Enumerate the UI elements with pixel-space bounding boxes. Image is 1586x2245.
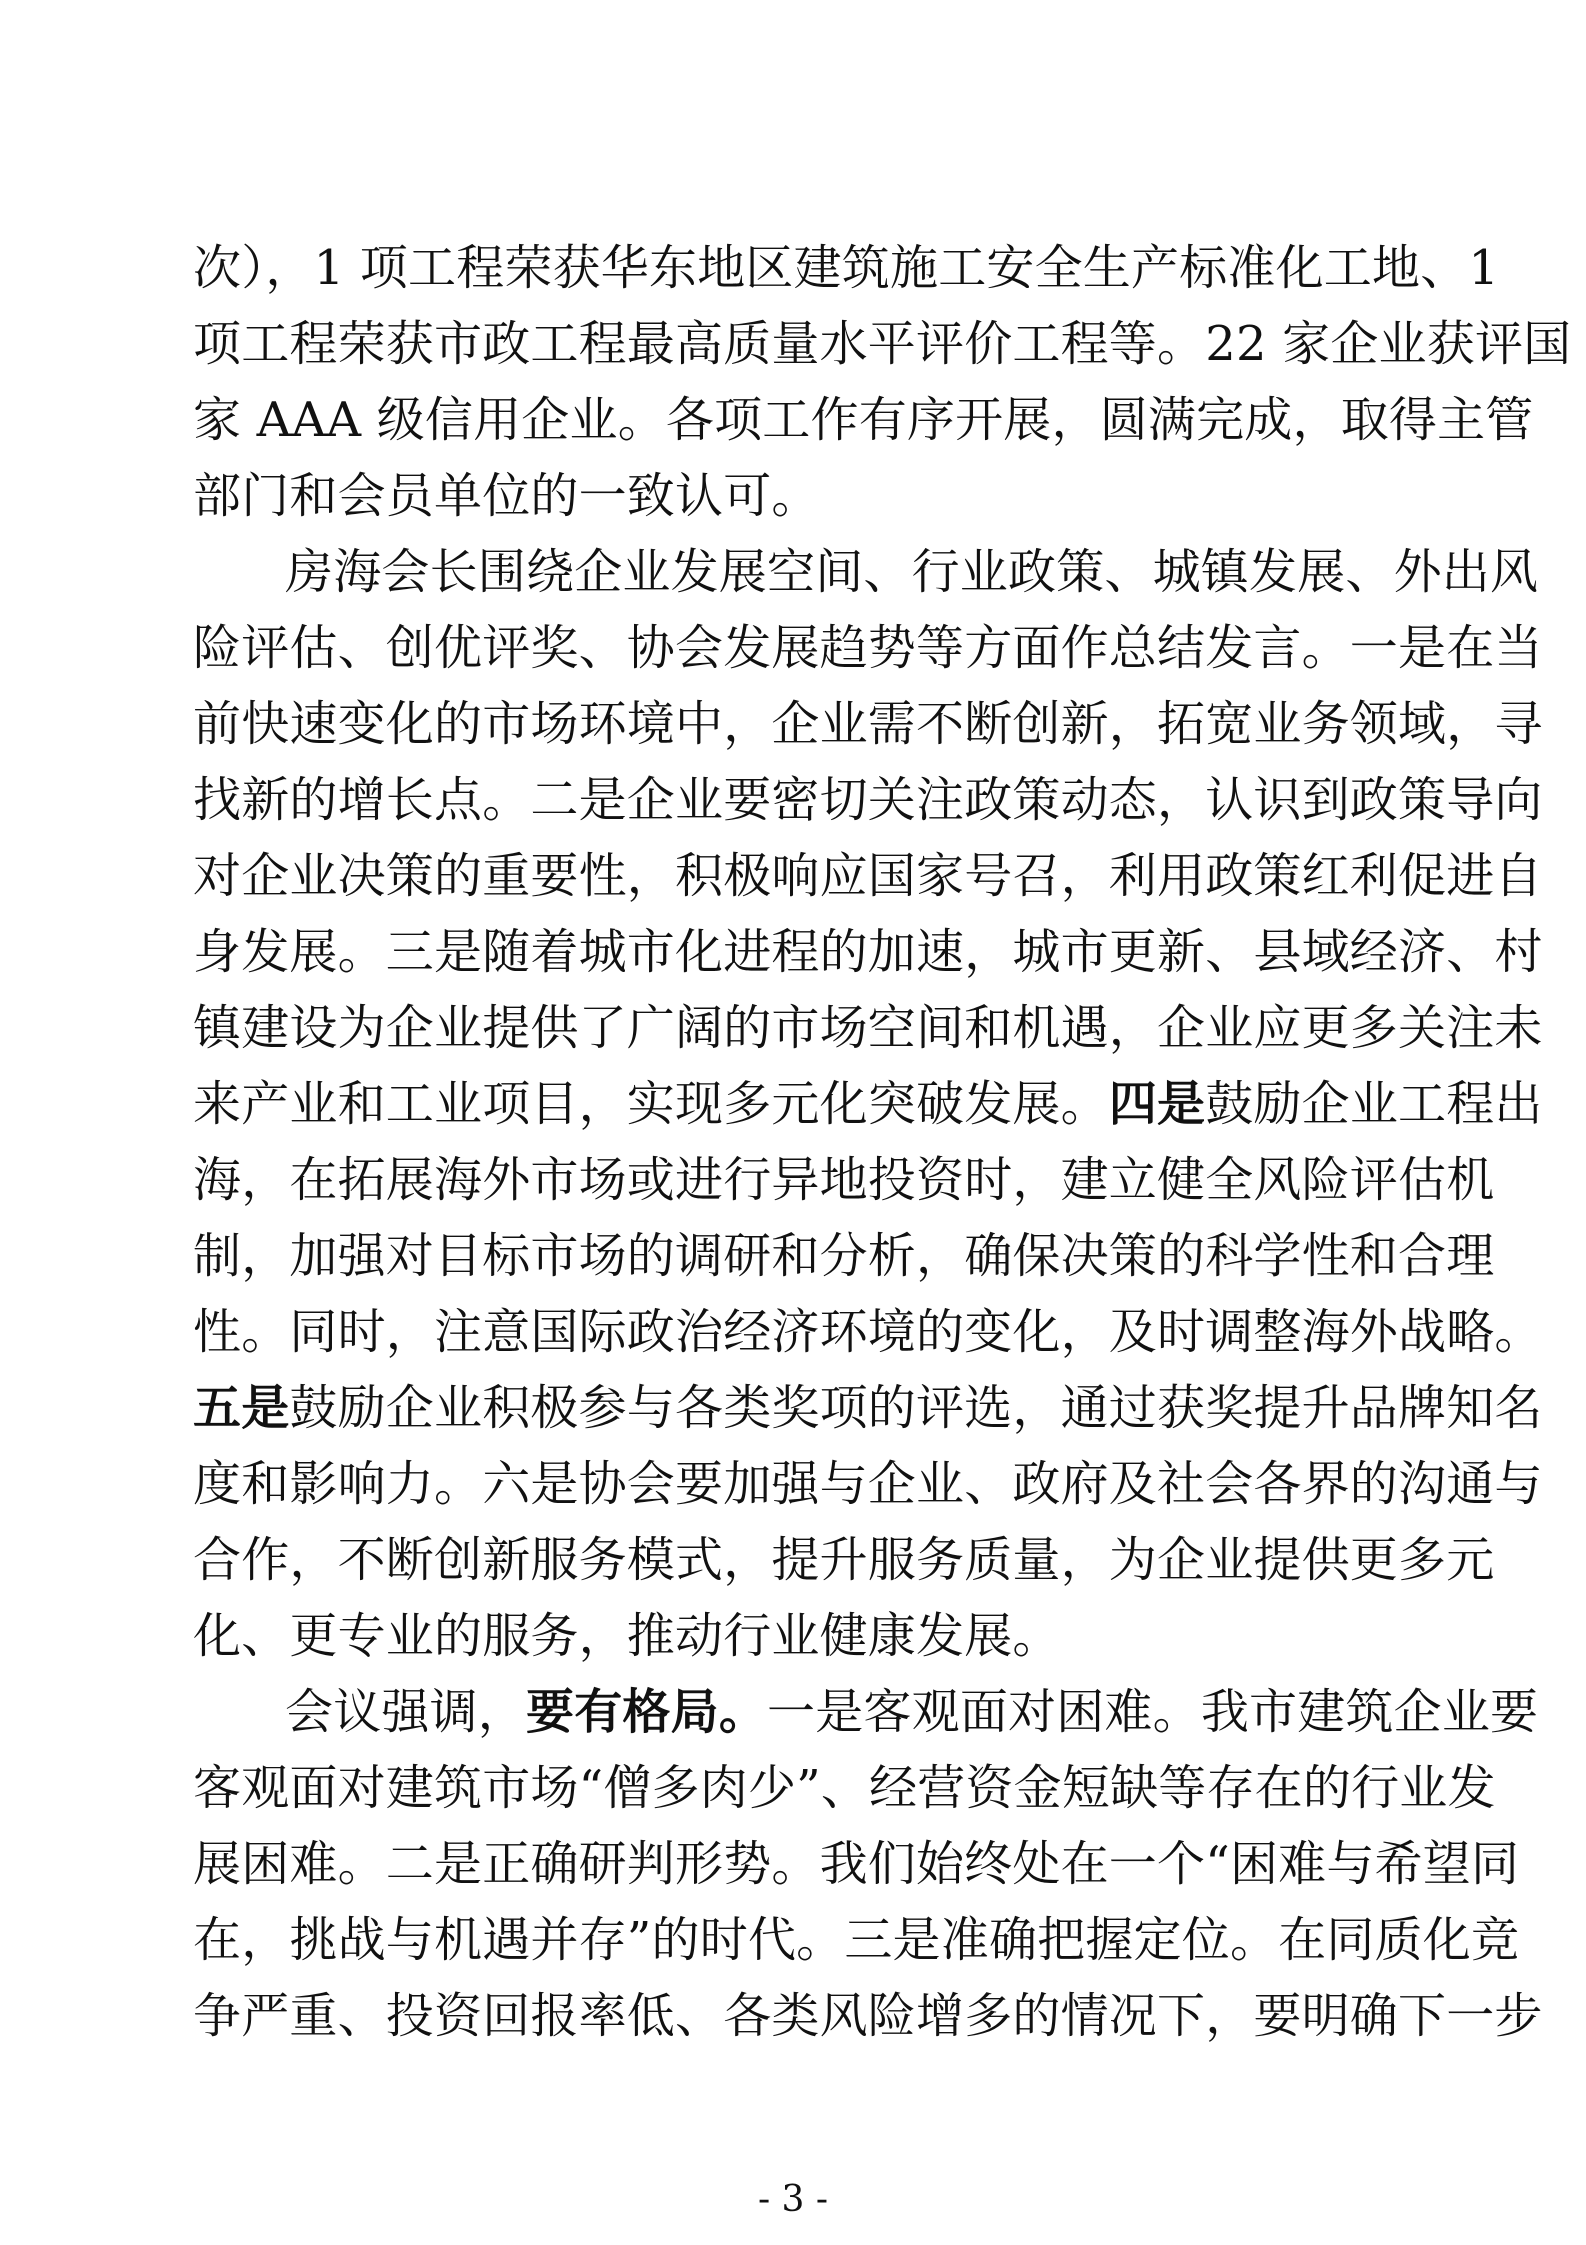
bold-text-segment: 四是 <box>1108 1076 1206 1132</box>
text-line-10 <box>193 922 1543 982</box>
text-line-14 <box>193 1226 1495 1286</box>
text-segment: 鼓励企业工程出 <box>1205 1076 1543 1132</box>
text-line-8 <box>193 770 1543 830</box>
text-segment: 前快速变化的市场环境中，企业需不断创新，拓宽业务领域，寻 <box>193 696 1543 752</box>
text-segment: 对企业决策的重要性，积极响应国家号召，利用政策红利促进自 <box>193 848 1543 904</box>
text-segment: 险评估、创优评奖、协会发展趋势等方面作总结发言。一是在当 <box>193 620 1543 676</box>
text-segment: 部门和会员单位的一致认可。 <box>193 468 820 524</box>
text-line-15 <box>193 1302 1543 1362</box>
text-line-1 <box>193 238 1500 298</box>
text-segment: 化、更专业的服务，推动行业健康发展。 <box>193 1608 1061 1664</box>
text-segment: 项工程荣获市政工程最高质量水平评价工程等。22 家企业获评国 <box>193 316 1572 372</box>
text-line-3 <box>193 390 1534 450</box>
text-line-18 <box>193 1530 1495 1590</box>
text-segment: 找新的增长点。二是企业要密切关注政策动态，认识到政策导向 <box>193 772 1543 828</box>
text-segment: 一是客观面对困难。我市建筑企业要 <box>767 1684 1539 1740</box>
text-segment: 合作，不断创新服务模式，提升服务质量，为企业提供更多元 <box>193 1532 1495 1588</box>
text-line-17 <box>193 1454 1543 1514</box>
text-line-24 <box>193 1986 1543 2046</box>
text-segment: 家 AAA 级信用企业。各项工作有序开展，圆满完成，取得主管 <box>193 392 1534 448</box>
text-line-4 <box>193 466 1403 526</box>
text-segment: 鼓励企业积极参与各类奖项的评选，通过获奖提升品牌知名 <box>289 1380 1543 1436</box>
text-segment: 会议强调， <box>285 1684 527 1740</box>
text-line-12 <box>193 1074 1543 1134</box>
text-line-22 <box>193 1834 1520 1894</box>
text-line-16 <box>193 1378 1543 1438</box>
text-segment: 来产业和工业项目，实现多元化突破发展。 <box>193 1076 1109 1132</box>
text-line-11 <box>193 998 1543 1058</box>
bold-text-segment: 五是 <box>193 1380 290 1436</box>
text-segment: 争严重、投资回报率低、各类风险增多的情况下，要明确下一步 <box>193 1988 1543 2044</box>
text-segment: 次），1 项工程荣获华东地区建筑施工安全生产标准化工地、1 <box>193 240 1500 296</box>
text-segment: 海，在拓展海外市场或进行异地投资时，建立健全风险评估机 <box>193 1152 1495 1208</box>
text-segment: 制，加强对目标市场的调研和分析，确保决策的科学性和合理 <box>193 1228 1495 1284</box>
bold-text-segment: 要有格局。 <box>526 1684 768 1740</box>
text-line-2 <box>193 314 1572 374</box>
text-segment: 性。同时，注意国际政治经济环境的变化，及时调整海外战略。 <box>193 1304 1543 1360</box>
text-line-20 <box>285 1682 1539 1742</box>
text-line-7 <box>193 694 1543 754</box>
text-line-21 <box>193 1758 1496 1818</box>
text-line-23 <box>193 1910 1520 1970</box>
text-line-19 <box>193 1606 1403 1666</box>
text-segment: 身发展。三是随着城市化进程的加速，城市更新、县域经济、村 <box>193 924 1543 980</box>
text-segment: 展困难。二是正确研判形势。我们始终处在一个“困难与希望同 <box>193 1836 1520 1892</box>
text-line-9 <box>193 846 1543 906</box>
page-number: - 3 - <box>757 2179 829 2220</box>
text-segment: 客观面对建筑市场“僧多肉少”、经营资金短缺等存在的行业发 <box>193 1760 1496 1816</box>
text-line-5 <box>285 542 1539 602</box>
text-line-13 <box>193 1150 1495 1210</box>
text-segment: 在，挑战与机遇并存”的时代。三是准确把握定位。在同质化竞 <box>193 1912 1520 1968</box>
text-line-6 <box>193 618 1543 678</box>
text-segment: 房海会长围绕企业发展空间、行业政策、城镇发展、外出风 <box>285 544 1539 600</box>
text-segment: 度和影响力。六是协会要加强与企业、政府及社会各界的沟通与 <box>193 1456 1543 1512</box>
text-segment: 镇建设为企业提供了广阔的市场空间和机遇，企业应更多关注未 <box>193 1000 1543 1056</box>
